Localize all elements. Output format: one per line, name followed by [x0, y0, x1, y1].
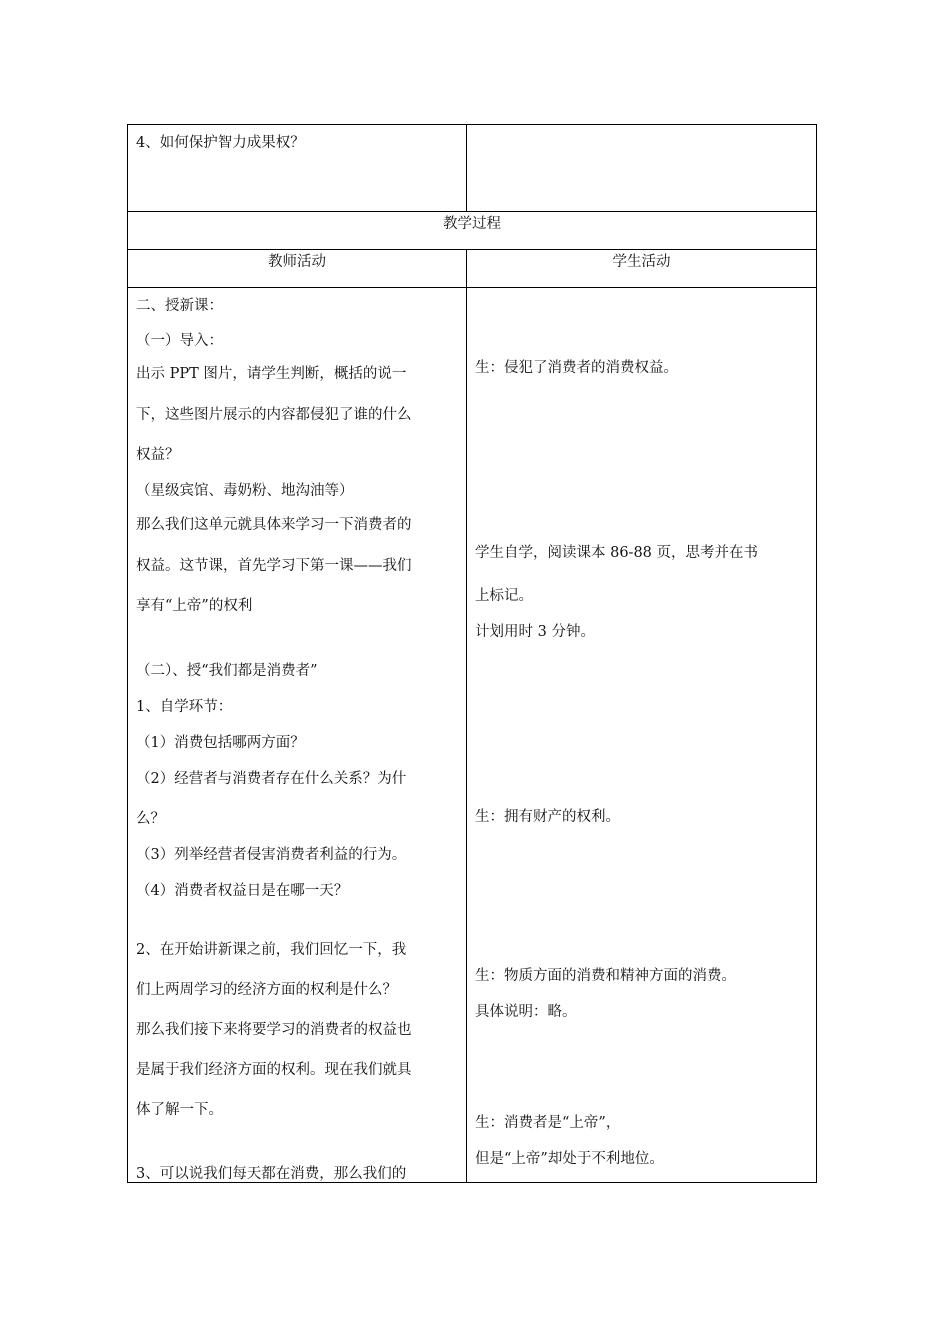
teacher-line: 么？ [136, 811, 165, 827]
teacher-line: 下，这些图片展示的内容都侵犯了谁的什么 [136, 407, 412, 423]
teacher-line: 体了解一下。 [136, 1102, 223, 1118]
teacher-line: 出示 PPT 图片，请学生判断，概括的说一 [136, 366, 407, 382]
teacher-line: 那么我们接下来将要学习的消费者的权益也 [136, 1022, 412, 1038]
teacher-activity-cell [128, 288, 467, 1183]
student-line: 生：拥有财产的权利。 [475, 809, 620, 825]
question-cell [128, 125, 467, 212]
teacher-line: 1、自学环节： [136, 699, 233, 715]
teacher-line: 那么我们这单元就具体来学习一下消费者的 [136, 517, 412, 533]
student-activity-cell [467, 288, 817, 1183]
student-line: 具体说明：略。 [475, 1004, 577, 1020]
student-line: 上标记。 [475, 588, 533, 604]
teacher-line: （二）、授“我们都是消费者” [136, 663, 318, 679]
teacher-line: （一）导入： [136, 333, 223, 349]
teacher-activity-header: 教师活动 [128, 250, 467, 288]
student-activity-header: 学生活动 [467, 250, 817, 288]
activity-header-row [128, 250, 817, 288]
activity-body-row [128, 288, 817, 1183]
teacher-line: （2）经营者与消费者存在什么关系？为什 [136, 771, 407, 787]
teacher-line: 3、可以说我们每天都在消费，那么我们的 [136, 1166, 407, 1182]
process-title: 教学过程 [128, 212, 817, 250]
teacher-line: 是属于我们经济方面的权利。现在我们就具 [136, 1062, 412, 1078]
student-line: 生：侵犯了消费者的消费权益。 [475, 360, 678, 376]
student-line: 计划用时 3 分钟。 [475, 624, 595, 640]
teacher-line: 们上两周学习的经济方面的权利是什么？ [136, 982, 397, 998]
question-text: 4、如何保护智力成果权？ [136, 135, 305, 151]
question-row [128, 125, 817, 212]
teacher-line: 权益？ [136, 447, 180, 463]
process-title-row [128, 212, 817, 250]
teacher-line: 享有“上帝”的权利 [136, 598, 253, 614]
lesson-plan-table [127, 124, 817, 1183]
teacher-line: （星级宾馆、毒奶粉、地沟油等） [136, 483, 354, 499]
teacher-line: 2、在开始讲新课之前，我们回忆一下，我 [136, 942, 407, 958]
question-answer-cell [467, 125, 817, 212]
student-line: 生：消费者是“上帝”， [475, 1115, 621, 1131]
student-line: 生：物质方面的消费和精神方面的消费。 [475, 968, 736, 984]
teacher-line: （4）消费者权益日是在哪一天？ [136, 883, 349, 899]
teacher-line: （3）列举经营者侵害消费者利益的行为。 [136, 847, 407, 863]
student-line: 学生自学，阅读课本 86-88 页，思考并在书 [475, 545, 759, 561]
teacher-line: 权益。这节课，首先学习下第一课——我们 [136, 558, 412, 574]
student-line: 但是“上帝”却处于不利地位。 [475, 1151, 664, 1167]
teacher-line: （1）消费包括哪两方面？ [136, 735, 305, 751]
teacher-line: 二、授新课： [136, 298, 223, 314]
question-answer-text [467, 125, 816, 133]
